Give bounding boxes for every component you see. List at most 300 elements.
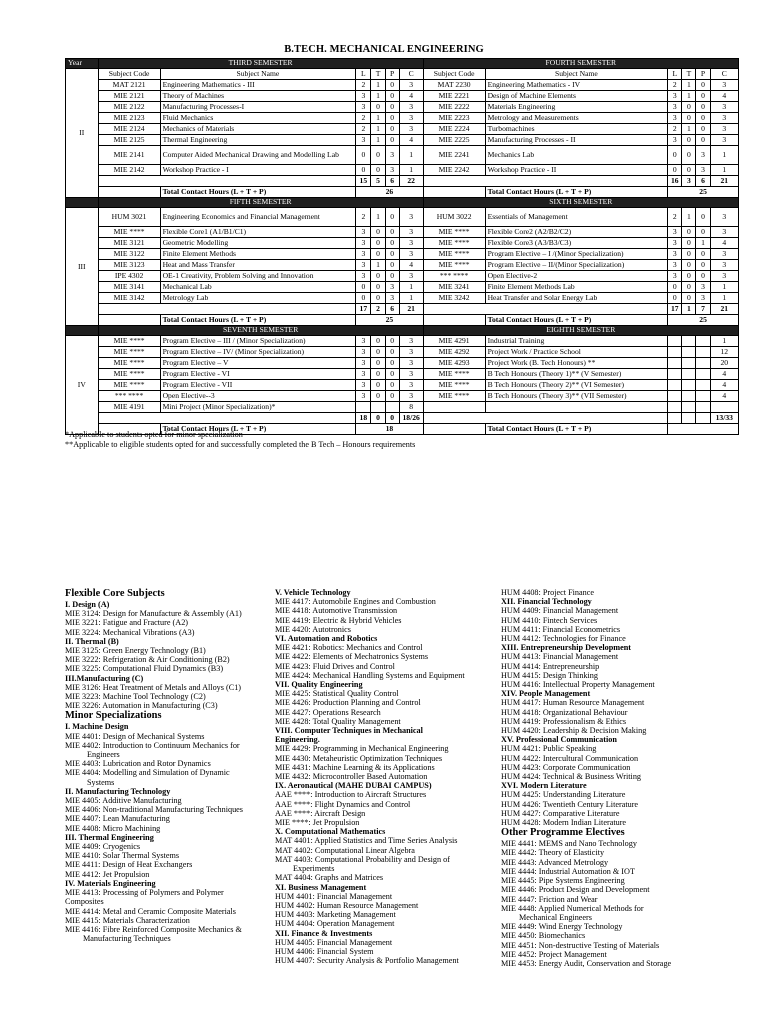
section-heading: XIV. People Management xyxy=(501,689,591,699)
sum-value: 21 xyxy=(710,176,738,187)
semester-title: FIFTH SEMESTER xyxy=(98,198,423,208)
credit-cell: 4 xyxy=(710,369,738,380)
subject-name: Metrology and Measurements xyxy=(485,113,668,124)
section-heading: X. Computational Mathematics xyxy=(275,827,386,837)
course-list-item: MIE 4411: Design of Heat Exchangers xyxy=(65,860,193,870)
credit-cell: 3 xyxy=(399,336,423,347)
total-label: Total Contact Hours (L + T + P) xyxy=(485,424,668,435)
subject-code: MIE 2224 xyxy=(423,124,485,135)
credit-cell: 12 xyxy=(710,347,738,358)
credit-cell: 0 xyxy=(385,260,399,271)
section-heading: VI. Automation and Robotics xyxy=(275,634,378,644)
course-list-item: MIE 4443: Advanced Metrology xyxy=(501,857,609,867)
credit-cell: 3 xyxy=(356,380,371,391)
credit-cell: 0 xyxy=(371,146,385,165)
section-heading: VII. Quality Engineering xyxy=(275,680,363,690)
course-list-item: HUM 4401: Financial Management xyxy=(275,891,393,901)
subject-code: MIE 2225 xyxy=(423,135,485,146)
column-header: Subject Code xyxy=(98,69,160,80)
course-list-item: MIE 4404: Modelling and Simulation of Dynamic xyxy=(65,768,230,778)
section-heading: XII. Finance & Investments xyxy=(275,928,373,938)
total-label: Total Contact Hours (L + T + P) xyxy=(485,315,668,326)
sum-value: 22 xyxy=(399,176,423,187)
credit-cell: 3 xyxy=(399,102,423,113)
credit-cell: 0 xyxy=(356,282,371,293)
section-heading: V. Vehicle Technology xyxy=(275,588,351,597)
credit-cell: 3 xyxy=(668,238,682,249)
subject-code: MIE 2222 xyxy=(423,102,485,113)
course-list-item: HUM 4411: Financial Econometrics xyxy=(501,624,621,634)
course-row xyxy=(66,282,739,293)
column-header: T xyxy=(371,69,385,80)
course-list-item: MIE 4446: Product Design and Development xyxy=(501,885,650,895)
subject-code: MIE 4291 xyxy=(423,336,485,347)
course-list-item: MIE 4419: Electric & Hybrid Vehicles xyxy=(275,615,402,625)
subject-name: Flexible Core3 (A3/B3/C3) xyxy=(485,238,668,249)
subject-code: MIE **** xyxy=(98,358,160,369)
credit-cell: 3 xyxy=(696,293,710,304)
sum-value: 0 xyxy=(385,413,399,424)
subject-code: MIE **** xyxy=(98,369,160,380)
column-header: Subject Code xyxy=(423,69,485,80)
subject-code: MIE 2242 xyxy=(423,165,485,176)
credit-cell: 0 xyxy=(696,91,710,102)
course-list-item: MAT 4402: Computational Linear Algebra xyxy=(275,845,415,855)
total-blank xyxy=(98,315,160,326)
subject-code: MIE 3242 xyxy=(423,293,485,304)
credit-cell: 0 xyxy=(371,165,385,176)
credit-cell: 3 xyxy=(668,102,682,113)
credit-cell: 4 xyxy=(710,380,738,391)
credit-cell: 0 xyxy=(696,124,710,135)
section-heading: IV. Materials Engineering xyxy=(65,878,156,888)
credit-cell: 0 xyxy=(356,293,371,304)
credit-cell: 4 xyxy=(710,91,738,102)
credit-cell xyxy=(682,369,696,380)
credit-cell: 0 xyxy=(371,358,385,369)
subject-code: MIE 4292 xyxy=(423,347,485,358)
credit-cell: 0 xyxy=(385,102,399,113)
course-list-item: HUM 4404: Operation Management xyxy=(275,919,395,929)
total-value: 25 xyxy=(668,315,739,326)
course-list-item: MIE 4408: Micro Machining xyxy=(65,823,161,833)
credit-cell: 0 xyxy=(385,249,399,260)
column-header: P xyxy=(696,69,710,80)
course-row xyxy=(66,113,739,124)
course-list-item: MIE 4452: Project Management xyxy=(501,949,607,959)
course-row xyxy=(66,135,739,146)
section-heading: III. Thermal Engineering xyxy=(65,832,154,842)
course-list-item: MIE 4453: Energy Audit, Conservation and Storage xyxy=(501,958,672,968)
total-label: Total Contact Hours (L + T + P) xyxy=(485,187,668,198)
course-list-item: MIE 4449: Wind Energy Technology xyxy=(501,922,623,932)
column-header: T xyxy=(682,69,696,80)
credit-cell: 1 xyxy=(710,165,738,176)
subject-code: MIE **** xyxy=(423,260,485,271)
course-list-item: MIE 4448: Applied Numerical Methods for xyxy=(501,903,644,913)
section-heading: Minor Specializations xyxy=(65,710,162,722)
credit-cell: 3 xyxy=(356,238,371,249)
sum-value xyxy=(682,413,696,424)
subject-code: HUM 3022 xyxy=(423,208,485,227)
subject-name: Engineering Mathematics - IV xyxy=(485,80,668,91)
credit-cell: 0 xyxy=(385,271,399,282)
credit-cell: 3 xyxy=(385,165,399,176)
credit-cell: 0 xyxy=(371,391,385,402)
column-header: P xyxy=(385,69,399,80)
subject-code: MIE 3122 xyxy=(98,249,160,260)
subject-name: Flexible Core1 (A1/B1/C1) xyxy=(160,227,356,238)
footnote-minor: *Applicable to students opted for minor specialization xyxy=(65,430,243,439)
sum-value xyxy=(696,413,710,424)
credit-cell: 3 xyxy=(668,227,682,238)
credit-cell xyxy=(668,369,682,380)
sum-value: 21 xyxy=(399,304,423,315)
subject-name: Program Elective – V xyxy=(160,358,356,369)
subject-code: MIE 3142 xyxy=(98,293,160,304)
curriculum-table xyxy=(65,58,739,435)
course-list-item: MIE 4451: Non-destructive Testing of Materials xyxy=(501,940,660,950)
credit-cell: 3 xyxy=(356,358,371,369)
section-heading: III.Manufacturing (C) xyxy=(65,673,144,683)
credit-cell: 3 xyxy=(710,227,738,238)
course-list-item: MAT 4401: Applied Statistics and Time Series Analysis xyxy=(275,836,458,846)
course-list-item: MIE 4425: Statistical Quality Control xyxy=(275,689,399,699)
credit-cell: 1 xyxy=(710,336,738,347)
credit-cell: 2 xyxy=(668,80,682,91)
subject-name: Project Work / Practice School xyxy=(485,347,668,358)
credit-cell: 1 xyxy=(682,124,696,135)
credit-cell: 3 xyxy=(399,238,423,249)
sum-value: 21 xyxy=(710,304,738,315)
subject-code: MIE **** xyxy=(423,369,485,380)
credit-cell: 3 xyxy=(668,271,682,282)
credit-cell: 0 xyxy=(682,249,696,260)
subject-code: MIE **** xyxy=(423,238,485,249)
total-blank xyxy=(98,187,160,198)
subject-code: MIE 2221 xyxy=(423,91,485,102)
total-value: 25 xyxy=(668,187,739,198)
subject-name: Fluid Mechanics xyxy=(160,113,356,124)
credit-cell: 3 xyxy=(668,113,682,124)
credit-cell: 0 xyxy=(385,369,399,380)
credit-cell: 1 xyxy=(371,124,385,135)
credit-cell: 1 xyxy=(371,260,385,271)
course-list-item: MIE 4413: Processing of Polymers and Polymer xyxy=(65,888,224,898)
electives-column-1 xyxy=(65,588,270,943)
course-list-item: MIE 4428: Total Quality Management xyxy=(275,716,401,726)
credit-cell: 4 xyxy=(710,391,738,402)
subject-name: Finite Element Methods xyxy=(160,249,356,260)
credit-cell: 2 xyxy=(356,124,371,135)
credit-cell: 3 xyxy=(356,271,371,282)
credit-cell: 3 xyxy=(356,91,371,102)
section-heading: XVI. Modern Literature xyxy=(501,781,587,791)
credit-cell: 1 xyxy=(371,208,385,227)
credit-cell: 3 xyxy=(668,91,682,102)
sum-blank xyxy=(423,304,668,315)
subject-name: Manufacturing Processes - II xyxy=(485,135,668,146)
credit-cell: 0 xyxy=(696,227,710,238)
total-value: 25 xyxy=(356,315,423,326)
course-list-item: MIE 4417: Automobile Engines and Combustion xyxy=(275,597,436,607)
sum-value: 1 xyxy=(682,304,696,315)
subject-code: MAT 2121 xyxy=(98,80,160,91)
subject-code: HUM 3021 xyxy=(98,208,160,227)
course-list-item: MIE 4444: Industrial Automation & IOT xyxy=(501,866,635,876)
year-header-cell xyxy=(66,198,99,208)
credit-cell: 0 xyxy=(371,336,385,347)
total-contact-hours-row xyxy=(66,315,739,326)
credit-cell: 0 xyxy=(682,282,696,293)
course-list-item: HUM 4409: Financial Management xyxy=(501,606,619,616)
credit-cell xyxy=(682,347,696,358)
credit-cell xyxy=(356,402,371,413)
subject-name: Theory of Machines xyxy=(160,91,356,102)
credit-cell xyxy=(696,391,710,402)
subject-name: Engineering Economics and Financial Management xyxy=(160,208,356,227)
sum-value: 3 xyxy=(682,176,696,187)
sum-blank xyxy=(98,413,356,424)
credit-cell xyxy=(682,358,696,369)
column-header: L xyxy=(356,69,371,80)
subject-name: Heat Transfer and Solar Energy Lab xyxy=(485,293,668,304)
subject-name: Metrology Lab xyxy=(160,293,356,304)
subject-name: Design of Machine Elements xyxy=(485,91,668,102)
credit-cell xyxy=(385,402,399,413)
year-header-cell xyxy=(66,326,99,336)
subject-name: Mechanical Lab xyxy=(160,282,356,293)
credit-cell: 0 xyxy=(682,260,696,271)
credit-cell: 3 xyxy=(668,135,682,146)
course-row xyxy=(66,146,739,165)
semester-title: SIXTH SEMESTER xyxy=(423,198,738,208)
credit-cell: 3 xyxy=(399,227,423,238)
year-header-cell: Year xyxy=(66,59,99,69)
subject-name xyxy=(485,402,668,413)
subject-code: MIE **** xyxy=(423,380,485,391)
sum-value: 7 xyxy=(696,304,710,315)
semester-title: EIGHTH SEMESTER xyxy=(423,326,738,336)
course-row xyxy=(66,402,739,413)
course-list-item: HUM 4413: Financial Management xyxy=(501,652,619,662)
credit-cell xyxy=(682,380,696,391)
course-list-item: Composites xyxy=(65,897,104,907)
course-row xyxy=(66,208,739,227)
credit-cell: 3 xyxy=(399,208,423,227)
subject-code: MIE **** xyxy=(98,227,160,238)
subject-code: IPE 4302 xyxy=(98,271,160,282)
course-list-item: HUM 4416: Intellectual Property Management xyxy=(501,680,655,690)
course-list-item: HUM 4403: Marketing Management xyxy=(275,910,396,920)
total-blank xyxy=(423,187,485,198)
credit-cell: 4 xyxy=(399,135,423,146)
course-list-item: Experiments xyxy=(293,864,335,874)
sum-value: 18 xyxy=(356,413,371,424)
subject-name: Finite Element Methods Lab xyxy=(485,282,668,293)
course-list-item: MIE 4410: Solar Thermal Systems xyxy=(65,851,180,861)
semester-header-row xyxy=(66,59,739,69)
sum-value: 18/26 xyxy=(399,413,423,424)
credit-cell: 3 xyxy=(710,102,738,113)
credit-cell: 3 xyxy=(385,146,399,165)
course-list-item: Mechanical Engineers xyxy=(519,912,592,922)
course-list-item: MAT 4403: Computational Probability and Design of xyxy=(275,854,450,864)
subject-code: MIE 2125 xyxy=(98,135,160,146)
subject-name: Industrial Training xyxy=(485,336,668,347)
credit-cell: 3 xyxy=(356,369,371,380)
course-list-item: MIE 4431: Machine Learning & its Applications xyxy=(275,762,435,772)
credit-cell: 0 xyxy=(682,113,696,124)
course-list-item: HUM 4419: Professionalism & Ethics xyxy=(501,716,627,726)
course-list-item: HUM 4407: Security Analysis & Portfolio Management xyxy=(275,956,459,966)
credit-cell: 0 xyxy=(385,124,399,135)
credit-cell: 0 xyxy=(385,391,399,402)
subject-name: Program Elective – IV/ (Minor Specialization) xyxy=(160,347,356,358)
credit-cell: 0 xyxy=(385,380,399,391)
sum-value: 0 xyxy=(371,413,385,424)
subject-code: MIE 2123 xyxy=(98,113,160,124)
subject-name: Materials Engineering xyxy=(485,102,668,113)
credit-cell xyxy=(696,402,710,413)
credit-cell: 3 xyxy=(356,336,371,347)
course-list-item: MIE 4421: Robotics: Mechanics and Control xyxy=(275,643,423,653)
course-row xyxy=(66,336,739,347)
credit-cell: 3 xyxy=(399,358,423,369)
year-label: II xyxy=(66,69,99,198)
subject-code: MIE 2223 xyxy=(423,113,485,124)
course-row xyxy=(66,260,739,271)
credit-cell: 3 xyxy=(399,391,423,402)
course-row xyxy=(66,80,739,91)
course-list-item: HUM 4412: Technologies for Finance xyxy=(501,634,626,644)
credit-cell: 0 xyxy=(385,336,399,347)
sum-blank xyxy=(98,176,356,187)
course-list-item: MIE 4429: Programming in Mechanical Engineering xyxy=(275,744,449,754)
credit-cell: 0 xyxy=(682,238,696,249)
credit-cell: 0 xyxy=(371,249,385,260)
section-heading: XIII. Entrepreneurship Development xyxy=(501,643,632,653)
credit-cell: 1 xyxy=(682,91,696,102)
semester-header-row xyxy=(66,198,739,208)
subject-code xyxy=(423,402,485,413)
course-list-item: MIE 4407: Lean Manufacturing xyxy=(65,814,170,824)
credit-cell: 0 xyxy=(385,135,399,146)
subject-code: *** **** xyxy=(423,271,485,282)
section-heading: II. Manufacturing Technology xyxy=(65,786,171,796)
credit-cell: 0 xyxy=(385,113,399,124)
section-heading: XII. Financial Technology xyxy=(501,597,592,607)
credit-cell: 0 xyxy=(682,271,696,282)
course-list-item: HUM 4418: Organizational Behaviour xyxy=(501,707,628,717)
subject-code: MIE **** xyxy=(98,347,160,358)
credit-cell: 3 xyxy=(696,165,710,176)
credit-cell: 3 xyxy=(710,113,738,124)
sum-value: 13/33 xyxy=(710,413,738,424)
credit-cell: 0 xyxy=(668,165,682,176)
course-list-item: MIE 3223: Machine Tool Technology (C2) xyxy=(65,692,206,702)
credit-cell xyxy=(682,402,696,413)
credit-cell: 20 xyxy=(710,358,738,369)
credit-cell: 3 xyxy=(668,249,682,260)
subject-code: MIE 2122 xyxy=(98,102,160,113)
credit-cell: 3 xyxy=(399,369,423,380)
sum-value: 15 xyxy=(356,176,371,187)
course-list-item: MIE 4423: Fluid Drives and Control xyxy=(275,661,395,671)
course-list-item: MIE 4412: Jet Propulsion xyxy=(65,869,150,879)
credit-cell: 0 xyxy=(371,227,385,238)
course-list-item: MIE 4441: MEMS and Nano Technology xyxy=(501,839,637,849)
credit-cell: 0 xyxy=(371,271,385,282)
credit-cell: 0 xyxy=(371,102,385,113)
course-list-item: MIE 4405: Additive Manufacturing xyxy=(65,796,182,806)
credit-cell: 3 xyxy=(399,271,423,282)
credit-cell xyxy=(371,402,385,413)
total-blank xyxy=(423,315,485,326)
credit-cell: 1 xyxy=(399,146,423,165)
credit-cell: 0 xyxy=(696,260,710,271)
course-row xyxy=(66,391,739,402)
credit-cell xyxy=(696,380,710,391)
credit-cell: 1 xyxy=(710,282,738,293)
subject-name: Workshop Practice - I xyxy=(160,165,356,176)
subject-code: MIE **** xyxy=(423,249,485,260)
course-list-item: AAE ****: Flight Dynamics and Control xyxy=(275,799,411,809)
credit-cell xyxy=(668,347,682,358)
column-header: C xyxy=(399,69,423,80)
sum-value: 5 xyxy=(371,176,385,187)
course-list-item: HUM 4425: Understanding Literature xyxy=(501,790,626,800)
credit-cell: 0 xyxy=(668,293,682,304)
credit-cell: 3 xyxy=(710,271,738,282)
credit-cell: 3 xyxy=(356,391,371,402)
subject-name: Turbomachines xyxy=(485,124,668,135)
semester-title: SEVENTH SEMESTER xyxy=(98,326,423,336)
credit-cell: 2 xyxy=(356,80,371,91)
subject-code: MIE 2124 xyxy=(98,124,160,135)
column-header: Subject Name xyxy=(160,69,356,80)
course-row xyxy=(66,102,739,113)
sum-value xyxy=(668,413,682,424)
course-list-item: MIE 3126: Heat Treatment of Metals and Alloys (C1) xyxy=(65,682,242,692)
credit-cell: 3 xyxy=(356,227,371,238)
subject-name: Mechanics Lab xyxy=(485,146,668,165)
credit-cell xyxy=(668,336,682,347)
section-heading: Engineering. xyxy=(275,735,320,745)
credit-cell: 0 xyxy=(696,271,710,282)
credit-cell: 3 xyxy=(710,135,738,146)
course-row xyxy=(66,165,739,176)
course-row xyxy=(66,347,739,358)
credit-cell: 3 xyxy=(696,282,710,293)
semester-header-row xyxy=(66,326,739,336)
course-list-item: MIE 4447: Friction and Wear xyxy=(501,894,598,904)
credit-cell: 0 xyxy=(668,282,682,293)
credit-cell: 3 xyxy=(399,347,423,358)
course-list-item: MIE 4445: Pipe Systems Engineering xyxy=(501,876,625,886)
credit-cell: 0 xyxy=(356,165,371,176)
credit-cell: 3 xyxy=(710,208,738,227)
course-list-item: MIE 4414: Metal and Ceramic Composite Materials xyxy=(65,906,236,916)
column-header-row xyxy=(66,69,739,80)
total-label: Total Contact Hours (L + T + P) xyxy=(160,424,356,435)
credit-cell: 3 xyxy=(696,146,710,165)
credit-cell: 3 xyxy=(356,135,371,146)
course-list-item: HUM 4406: Financial System xyxy=(275,946,374,956)
course-row xyxy=(66,293,739,304)
subject-name: Computer Aided Mechanical Drawing and Modelling Lab xyxy=(160,146,356,165)
course-list-item: MIE 4402: Introduction to Continuum Mechanics for xyxy=(65,740,240,750)
